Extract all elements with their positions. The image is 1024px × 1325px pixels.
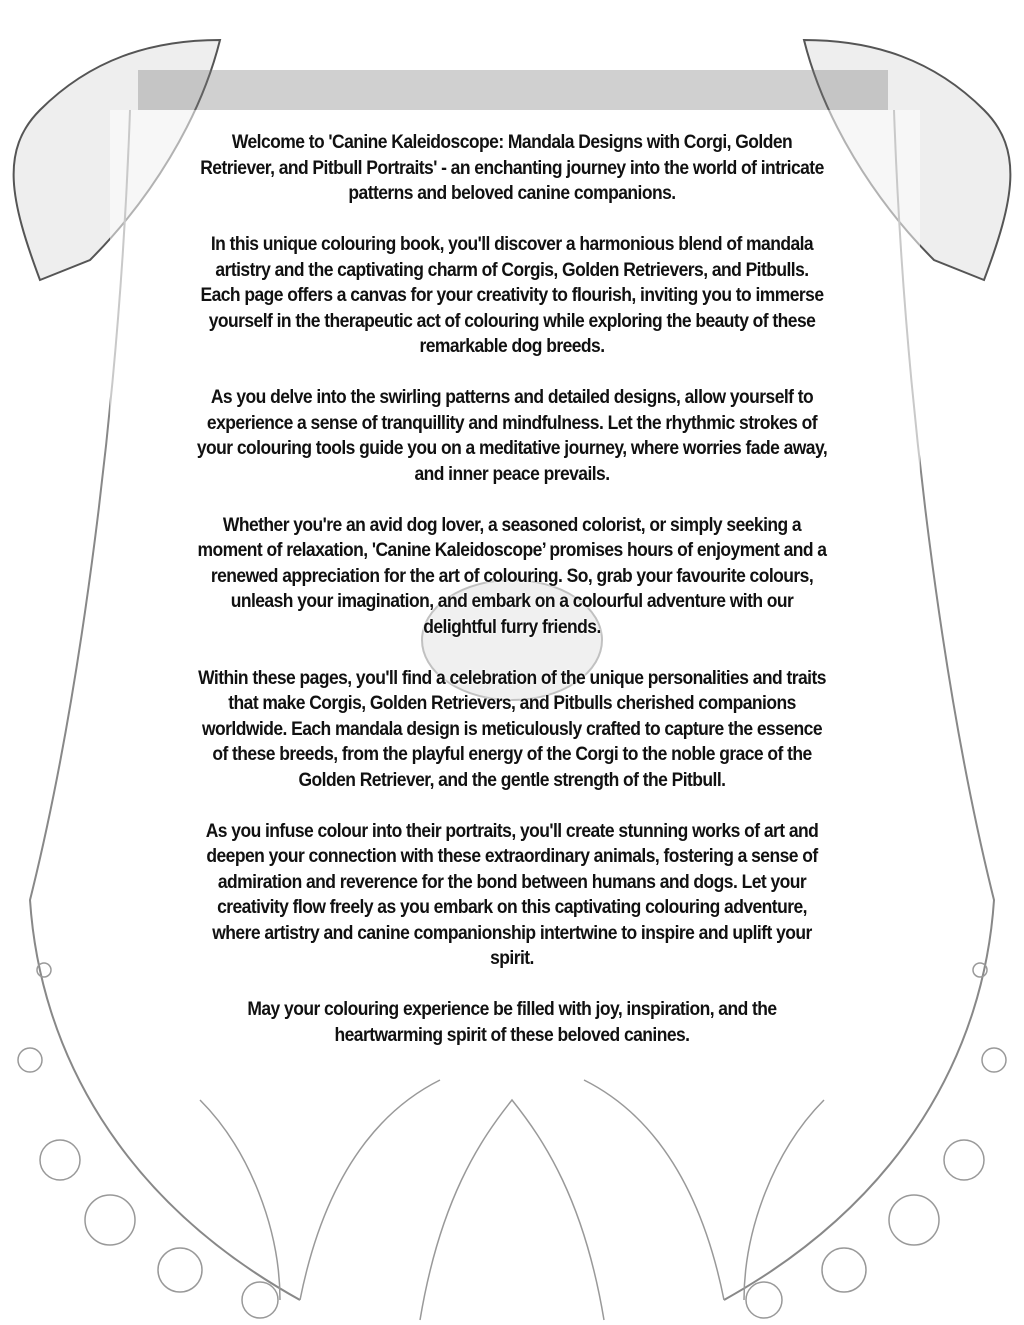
paragraph — [0, 819, 1024, 972]
text-line: Golden Retriever, and the gentle strength of the Pitbull. — [298, 769, 726, 791]
text-line: experience a sense of tranquillity and mindfulness. Let the rhythmic strokes of — [206, 412, 818, 434]
introduction-text — [0, 130, 1024, 1074]
text-line: delightful furry friends. — [423, 616, 601, 638]
text-line: where artistry and canine companionship intertwine to inspire and uplift your — [212, 922, 812, 944]
text-line: artistry and the captivating charm of Corgis, Golden Retrievers, and Pitbulls. — [215, 259, 809, 281]
text-line: admiration and reverence for the bond between humans and dogs. Let your — [217, 871, 807, 893]
text-line: creativity flow freely as you embark on this captivating colouring adventure, — [217, 897, 807, 918]
text-line: of these breeds, from the playful energy of the Corgi to the noble grace of the — [212, 744, 812, 765]
text-line: yourself in the therapeutic act of colouring while exploring the beauty of these — [208, 310, 816, 332]
text-line: May your colouring experience be filled with joy, inspiration, and the — [247, 999, 777, 1020]
top-shade-band — [138, 70, 888, 110]
text-line: and inner peace prevails. — [414, 463, 610, 485]
text-line: patterns and beloved canine companions. — [348, 183, 676, 204]
text-line: your colouring tools guide you on a meditative journey, where worries fade away, — [196, 438, 828, 459]
paragraph — [0, 513, 1024, 641]
paragraph — [0, 130, 1024, 207]
text-line: that make Corgis, Golden Retrievers, and Pitbulls cherished companions — [228, 693, 796, 714]
text-line: renewed appreciation for the art of colouring. So, grab your favourite colours, — [210, 565, 814, 587]
paragraph — [0, 997, 1024, 1048]
text-line: In this unique colouring book, you'll discover a harmonious blend of mandala — [210, 234, 814, 255]
text-line: Each page offers a canvas for your creativity to flourish, inviting you to immerse — [200, 285, 824, 306]
text-line: unleash your imagination, and embark on a colourful adventure with our — [230, 591, 794, 612]
text-line: As you infuse colour into their portraits, you'll create stunning works of art and — [205, 820, 819, 842]
text-line: heartwarming spirit of these beloved canines. — [334, 1024, 690, 1046]
text-line: remarkable dog breeds. — [419, 336, 605, 357]
text-line: Within these pages, you'll find a celebration of the unique personalities and traits — [198, 667, 826, 689]
text-line: As you delve into the swirling patterns and detailed designs, allow yourself to — [210, 387, 814, 408]
text-line: spirit. — [490, 948, 534, 969]
text-line: Welcome to 'Canine Kaleidoscope: Mandala Designs with Corgi, Golden — [231, 132, 793, 153]
paragraph — [0, 232, 1024, 360]
text-line: deepen your connection with these extraordinary animals, fostering a sense of — [206, 846, 818, 867]
paragraph — [0, 385, 1024, 487]
paragraph — [0, 666, 1024, 794]
text-line: Whether you're an avid dog lover, a seasoned colorist, or simply seeking a — [222, 514, 802, 536]
text-line: Retriever, and Pitbull Portraits' - an enchanting journey into the world of intricate — [200, 157, 824, 179]
text-line: worldwide. Each mandala design is meticulously crafted to capture the essence — [201, 718, 822, 740]
text-line: moment of relaxation, 'Canine Kaleidoscope’ promises hours of enjoyment and a — [197, 540, 827, 561]
